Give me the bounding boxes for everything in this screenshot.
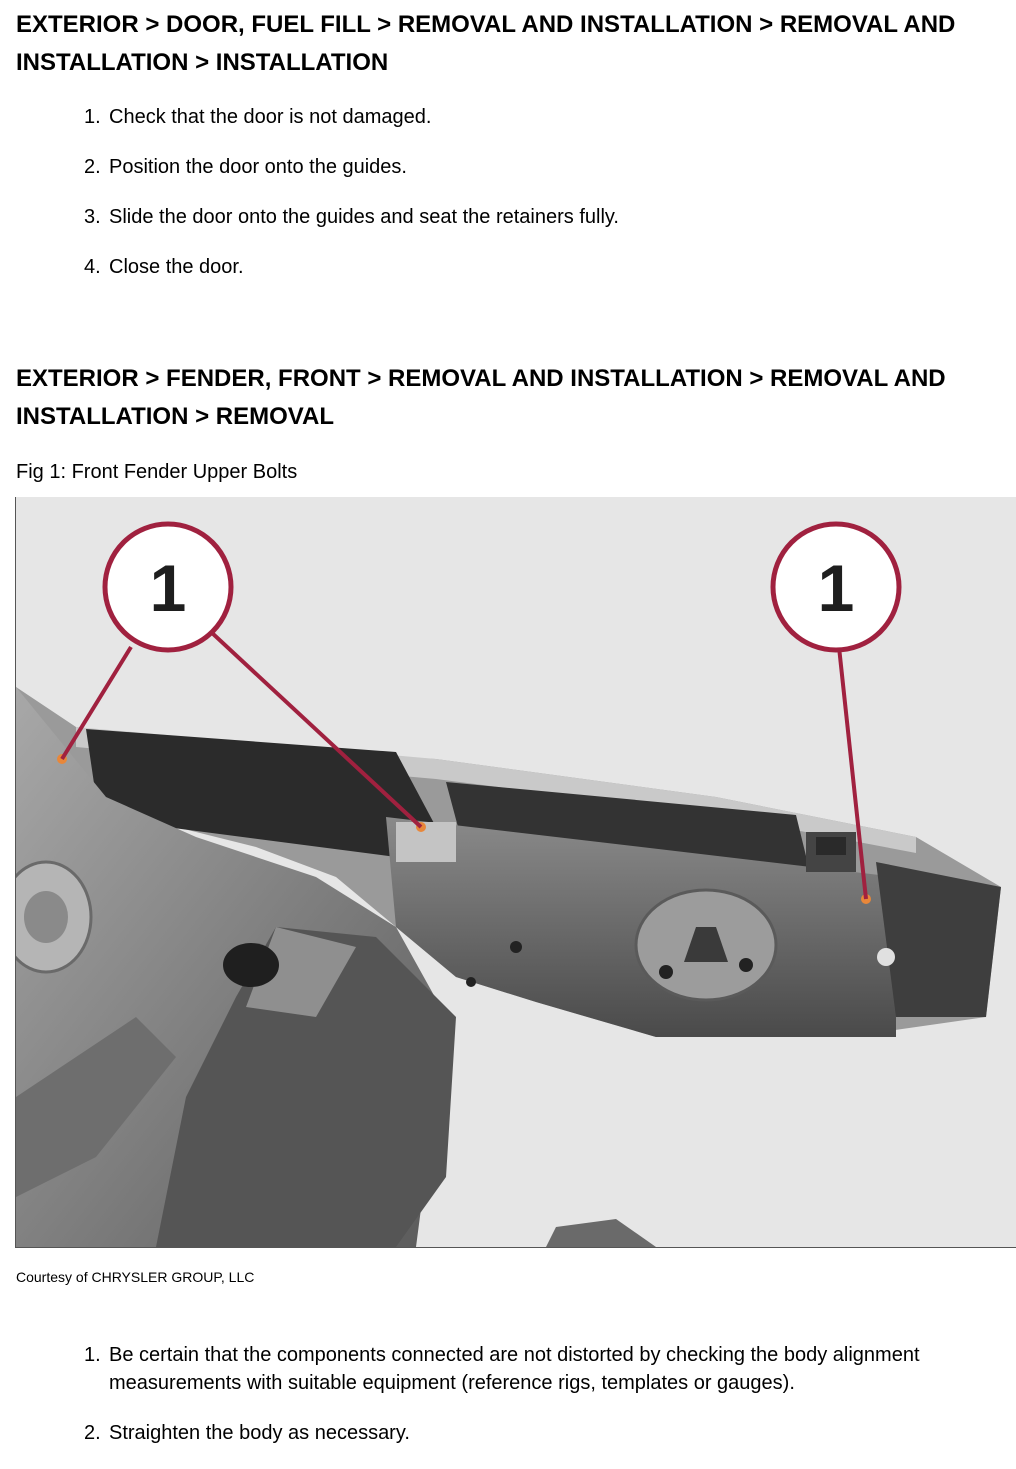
- step-number: 4.: [84, 256, 101, 278]
- figure-caption: Fig 1: Front Fender Upper Bolts: [16, 461, 298, 483]
- step-number: 1.: [84, 106, 101, 128]
- step-number: 1.: [84, 1344, 101, 1366]
- step-text: Straighten the body as necessary.: [109, 1422, 410, 1444]
- step-number: 2.: [84, 1422, 101, 1444]
- step-text: Close the door.: [109, 256, 244, 278]
- list-item: [0, 1419, 1000, 1447]
- list-item: [0, 103, 1000, 131]
- callout-label: 1: [149, 551, 187, 625]
- list-item: [0, 203, 1000, 231]
- step-text: Slide the door onto the guides and seat the retainers fully.: [109, 206, 619, 228]
- installation-steps-list: [0, 103, 1000, 303]
- list-item: [0, 153, 1000, 181]
- step-number: 2.: [84, 156, 101, 178]
- step-number: 3.: [84, 206, 101, 228]
- image-credit: Courtesy of CHRYSLER GROUP, LLC: [16, 1269, 255, 1285]
- step-text: Check that the door is not damaged.: [109, 106, 432, 128]
- step-text: Position the door onto the guides.: [109, 156, 407, 178]
- step-text: Be certain that the components connected are not distorted by checking the body alignment measurements with suitable equipment (reference rigs, templates or gauges).: [109, 1344, 920, 1394]
- removal-steps-list: [0, 1341, 1000, 1469]
- section-heading-front-fender: EXTERIOR > FENDER, FRONT > REMOVAL AND INSTALLATION > REMOVAL AND INSTALLATION > REMOVAL: [16, 365, 946, 430]
- callout-label: 1: [817, 551, 855, 625]
- list-item: [0, 1341, 1000, 1397]
- list-item: [0, 253, 1000, 281]
- section-heading-fuel-door: EXTERIOR > DOOR, FUEL FILL > REMOVAL AND INSTALLATION > REMOVAL AND INSTALLATION > INSTALLATION: [16, 11, 956, 76]
- front-fender-figure: [15, 497, 1016, 1248]
- callout-right: [773, 524, 899, 650]
- callout-left: [105, 524, 231, 650]
